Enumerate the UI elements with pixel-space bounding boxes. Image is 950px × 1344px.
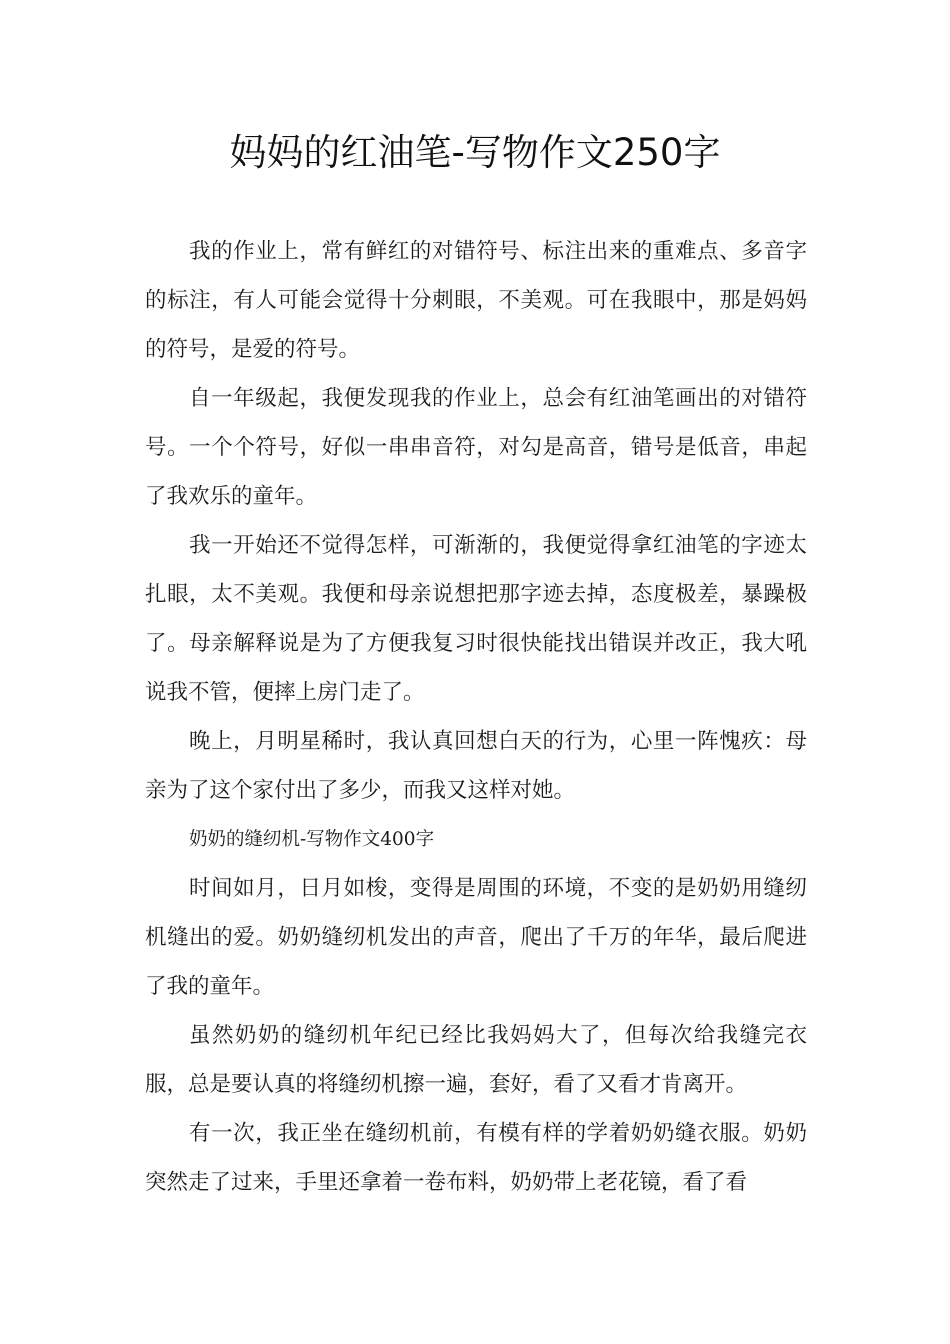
paragraph: 我一开始还不觉得怎样，可渐渐的，我便觉得拿红油笔的字迹太扎眼，太不美观。我便和母亲说想把那字迹去掉，态度极差，暴躁极了。母亲解释说是为了方便我复习时很快能找出错误并改正，我大吼说我不管，便摔上房门走了。 — [145, 533, 807, 705]
paragraph: 自一年级起，我便发现我的作业上，总会有红油笔画出的对错符号。一个个符号，好似一串串音符，对勾是高音，错号是低音，串起了我欢乐的童年。 — [145, 386, 807, 509]
section-heading: 奶奶的缝纫机-写物作文400字 — [189, 829, 435, 850]
document-title: 妈妈的红油笔-写物作文250字 — [229, 131, 721, 174]
paragraph: 时间如月，日月如梭，变得是周围的环境，不变的是奶奶用缝纫机缝出的爱。奶奶缝纫机发出的声音，爬出了千万的年华，最后爬进了我的童年。 — [145, 876, 807, 999]
paragraph: 晚上，月明星稀时，我认真回想白天的行为，心里一阵愧疚：母亲为了这个家付出了多少，而我又这样对她。 — [145, 729, 807, 803]
document-body — [145, 227, 807, 1207]
paragraph: 有一次，我正坐在缝纫机前，有模有样的学着奶奶缝衣服。奶奶突然走了过来，手里还拿着一卷布料，奶奶带上老花镜，看了看 — [145, 1121, 807, 1195]
paragraph: 虽然奶奶的缝纫机年纪已经比我妈妈大了，但每次给我缝完衣服，总是要认真的将缝纫机擦一遍，套好，看了又看才肯离开。 — [145, 1023, 807, 1097]
paragraph: 我的作业上，常有鲜红的对错符号、标注出来的重难点、多音字的标注，有人可能会觉得十分刺眼，不美观。可在我眼中，那是妈妈的符号，是爱的符号。 — [145, 239, 807, 362]
